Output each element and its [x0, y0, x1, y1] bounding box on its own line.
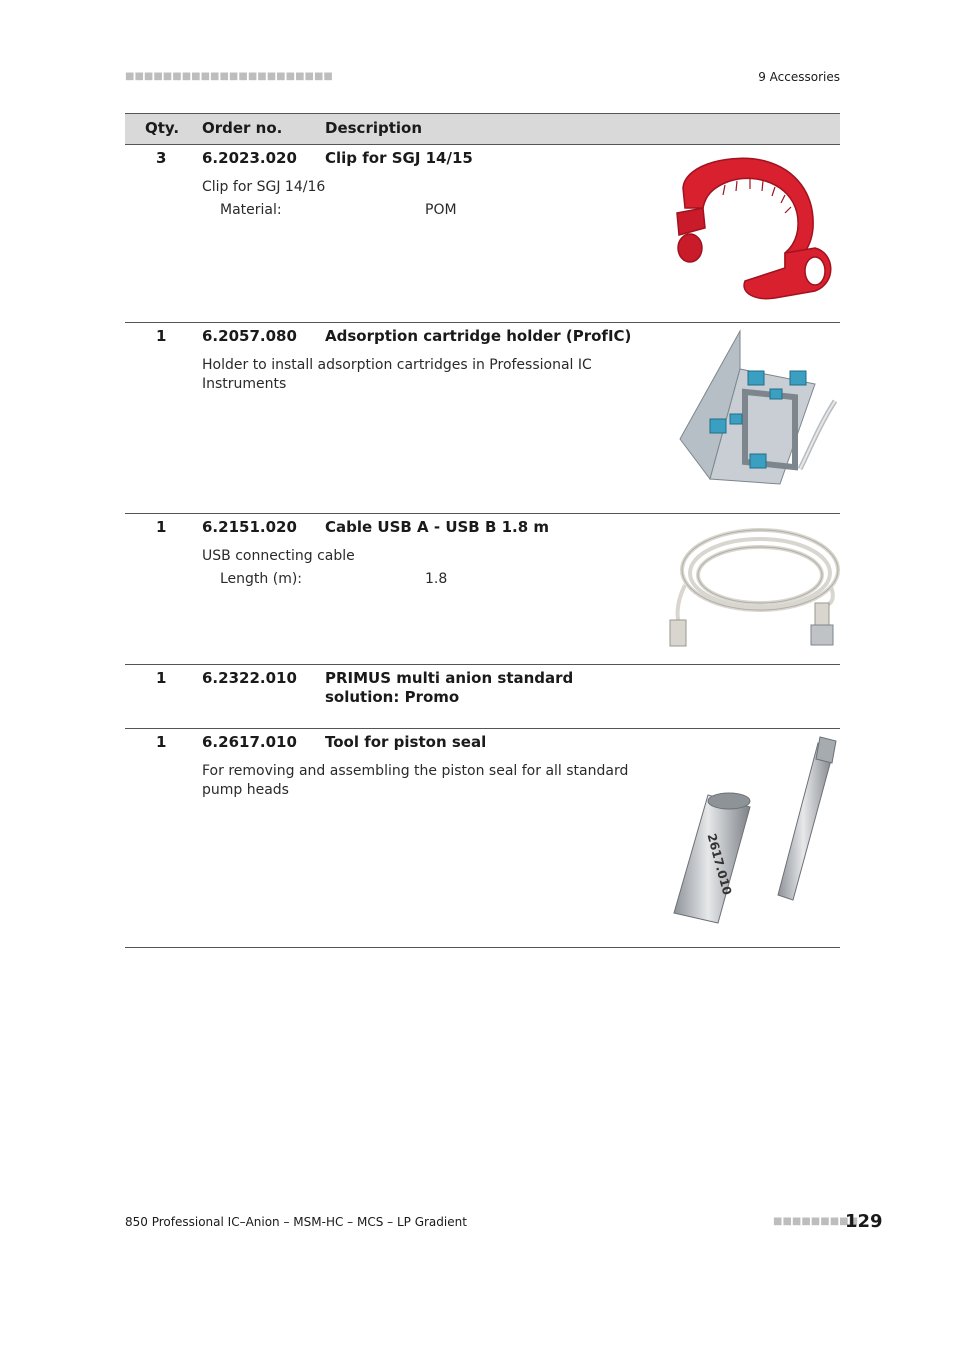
header-description: Description — [325, 119, 423, 137]
header-order-no: Order no. — [202, 119, 283, 137]
row-title: Adsorption cartridge holder (ProfIC) — [325, 327, 632, 345]
row-qty: 1 — [156, 518, 167, 536]
row-order-no: 6.2617.010 — [202, 733, 297, 751]
red-clip-image — [665, 153, 840, 305]
table-header — [125, 113, 840, 145]
row-title: Cable USB A - USB B 1.8 m — [325, 518, 550, 536]
table-row — [125, 145, 840, 323]
piston-seal-tool-image — [668, 735, 840, 927]
row-title: Tool for piston seal — [325, 733, 487, 751]
row-order-no: 6.2057.080 — [202, 327, 297, 345]
table-row — [125, 323, 840, 514]
row-qty: 3 — [156, 149, 167, 167]
row-property-value: 1.8 — [425, 571, 448, 587]
row-property-label: Material: — [220, 202, 282, 218]
table-row — [125, 514, 840, 665]
footer-decoration: ■■■■■■■■■ — [773, 1216, 859, 1227]
accessories-table — [125, 113, 840, 948]
row-description: Clip for SGJ 14/16 — [202, 179, 326, 195]
table-row — [125, 729, 840, 948]
tool-label: 2617.010 — [704, 831, 735, 897]
row-description: For removing and assembling the piston seal for all standard pump heads — [202, 763, 629, 798]
header-qty: Qty. — [145, 119, 180, 137]
row-title: PRIMUS multi anion standard solution: Promo — [325, 669, 574, 706]
row-qty: 1 — [156, 733, 167, 751]
section-title: 9 Accessories — [758, 70, 840, 84]
row-property-value: POM — [425, 202, 457, 218]
row-order-no: 6.2151.020 — [202, 518, 297, 536]
row-title: Clip for SGJ 14/15 — [325, 149, 473, 167]
cartridge-holder-image — [670, 329, 840, 487]
row-property-label: Length (m): — [220, 571, 303, 587]
row-qty: 1 — [156, 669, 167, 687]
row-description: Holder to install adsorption cartridges in Professional IC Instruments — [202, 357, 592, 392]
footer-title: 850 Professional IC–Anion – MSM-HC – MCS – LP Gradient — [125, 1215, 467, 1229]
row-description: USB connecting cable — [202, 548, 355, 564]
usb-cable-image — [665, 515, 840, 651]
row-order-no: 6.2322.010 — [202, 669, 297, 687]
page-number: 129 — [845, 1211, 883, 1232]
table-row — [125, 665, 840, 729]
row-order-no: 6.2023.020 — [202, 149, 297, 167]
header-decoration: ■■■■■■■■■■■■■■■■■■■■■■ — [125, 71, 333, 82]
row-qty: 1 — [156, 327, 167, 345]
